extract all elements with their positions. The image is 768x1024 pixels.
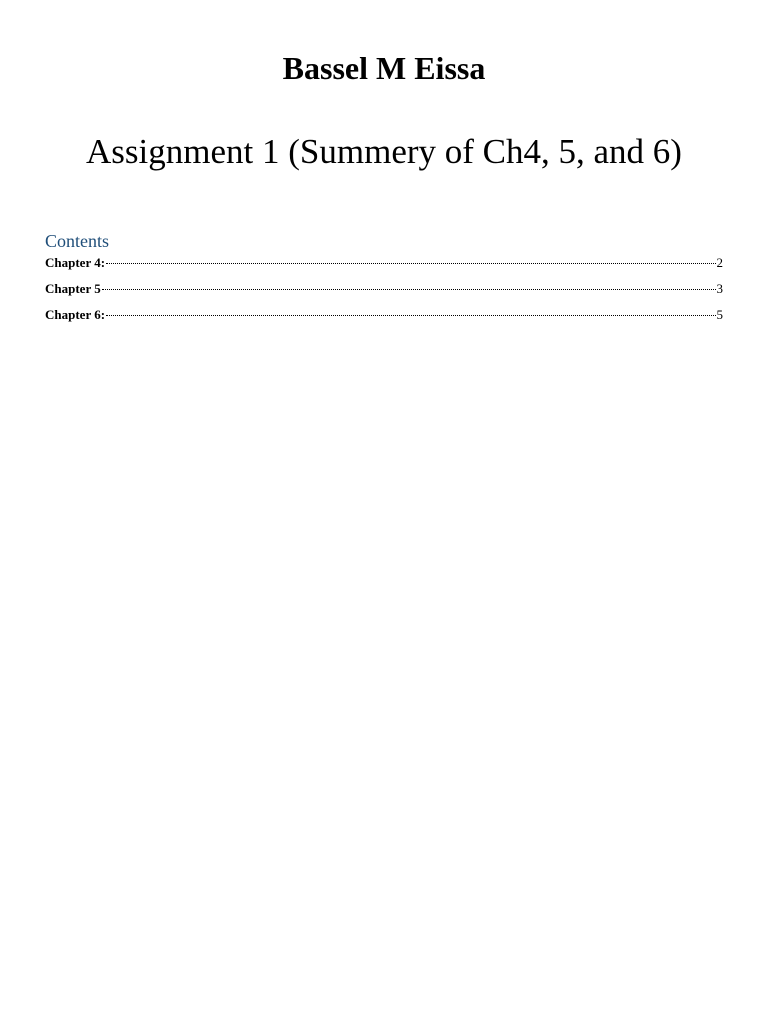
toc-dot-leader [106,263,715,264]
toc-dot-leader [106,315,715,316]
toc-entry-chapter-4[interactable] [45,255,723,281]
toc-entry-label: Chapter 6: [45,307,106,322]
document-title: Assignment 1 (Summery of Ch4, 5, and 6) [86,132,682,171]
toc-list [45,255,723,333]
toc-entry-page-number: 3 [716,281,723,296]
toc-entry-page-number: 2 [716,255,723,270]
author-name: Bassel M Eissa [282,50,486,86]
table-of-contents [45,229,723,333]
toc-dot-leader [102,289,716,290]
toc-entry-chapter-6[interactable] [45,307,723,333]
toc-entry-chapter-5[interactable] [45,281,723,307]
toc-entry-label: Chapter 4: [45,255,106,270]
toc-entry-page-number: 5 [716,307,723,322]
toc-entry-label: Chapter 5 [45,281,101,296]
toc-heading: Contents [45,231,110,251]
